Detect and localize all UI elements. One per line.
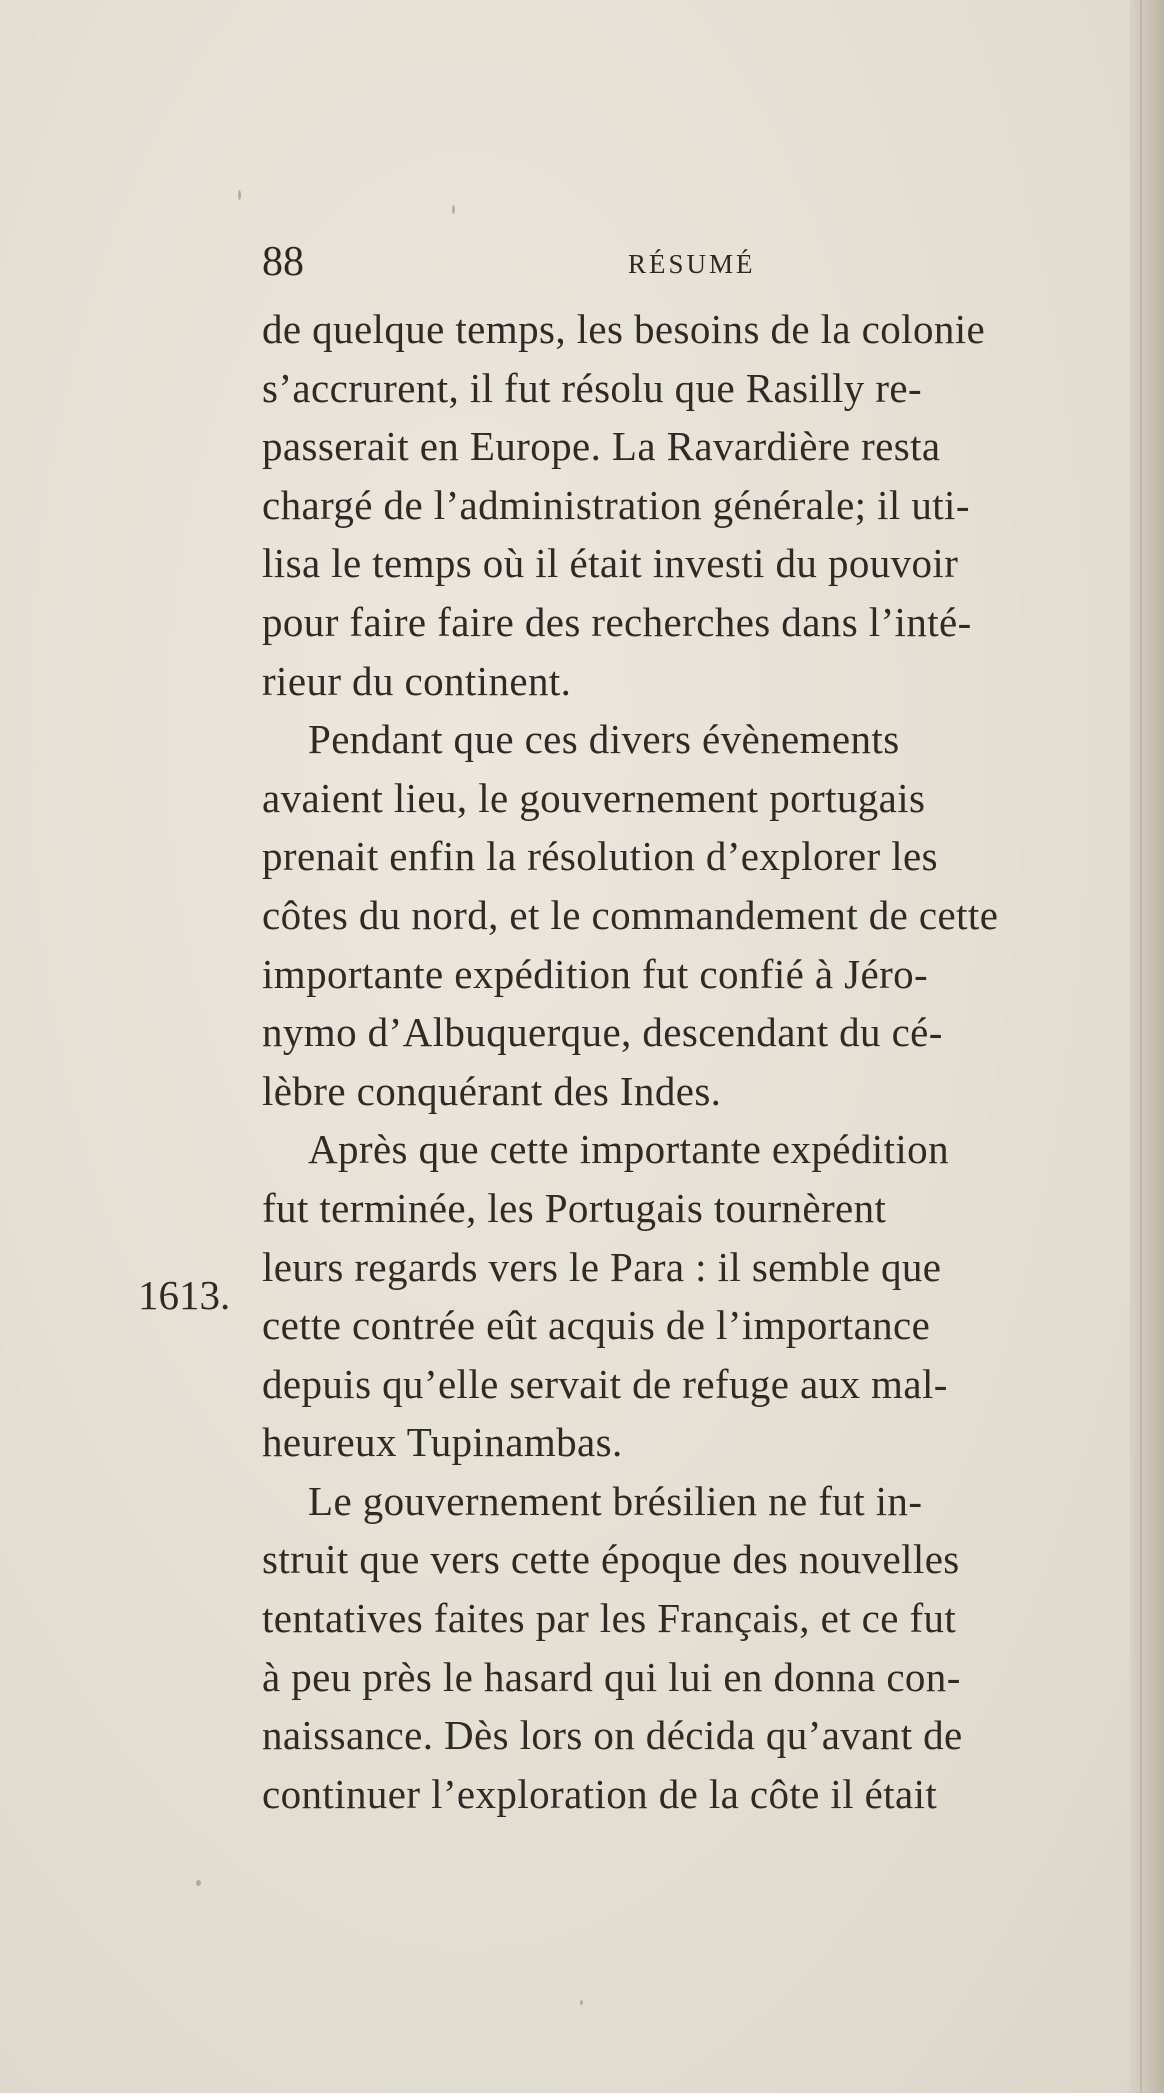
text-line: rieur du continent. (262, 657, 572, 704)
text-line: Après que cette importante expédition (308, 1126, 949, 1173)
text-line: lèbre conquérant des Indes. (262, 1067, 722, 1114)
body-text (262, 300, 1144, 1823)
paper-speck (196, 1880, 201, 1886)
paper-speck (238, 190, 241, 200)
text-line: s’accrurent, il fut résolu que Rasilly re- (262, 364, 923, 411)
running-title: RÉSUMÉ (628, 249, 756, 279)
text-line: de quelque temps, les besoins de la colonie (262, 306, 986, 352)
text-line: continuer l’exploration de la côte il était (262, 1770, 938, 1817)
text-line: Le gouvernement brésilien ne fut in- (308, 1477, 923, 1524)
text-line: depuis qu’elle servait de refuge aux mal- (262, 1360, 948, 1407)
text-line: fut terminée, les Portugais tournèrent (262, 1184, 887, 1231)
text-line: prenait enfin la résolution d’explorer les (262, 833, 938, 880)
text-line: chargé de l’administration générale; il uti- (262, 481, 970, 528)
text-line: pour faire faire des recherches dans l’inté- (262, 598, 972, 645)
text-line: lisa le temps où il était investi du pouvoir (262, 540, 959, 587)
text-line: passerait en Europe. La Ravardière resta (262, 423, 941, 470)
text-line: à peu près le hasard qui lui en donna con- (262, 1653, 961, 1700)
text-line: naissance. Dès lors on décida qu’avant de (262, 1712, 963, 1759)
paper-speck (580, 2000, 583, 2005)
text-line: nymo d’Albuquerque, descendant du cé- (262, 1009, 943, 1056)
text-line: côtes du nord, et le commandement de cette (262, 891, 999, 938)
text-line: Pendant que ces divers évènements (308, 716, 900, 763)
page-number: 88 (262, 239, 304, 285)
text-line: heureux Tupinambas. (262, 1419, 623, 1466)
text-line: struit que vers cette époque des nouvelles (262, 1536, 960, 1583)
running-head (262, 238, 832, 286)
margin-date-note: 1613. (138, 1272, 231, 1318)
text-line: leurs regards vers le Para : il semble que (262, 1243, 942, 1290)
text-line: tentatives faites par les Français, et ce fut (262, 1595, 957, 1642)
text-line: importante expédition fut confié à Jéro- (262, 950, 929, 997)
text-line: cette contrée eût acquis de l’importance (262, 1302, 931, 1349)
text-line: avaient lieu, le gouvernement portugais (262, 774, 926, 821)
paper-speck (452, 205, 455, 214)
